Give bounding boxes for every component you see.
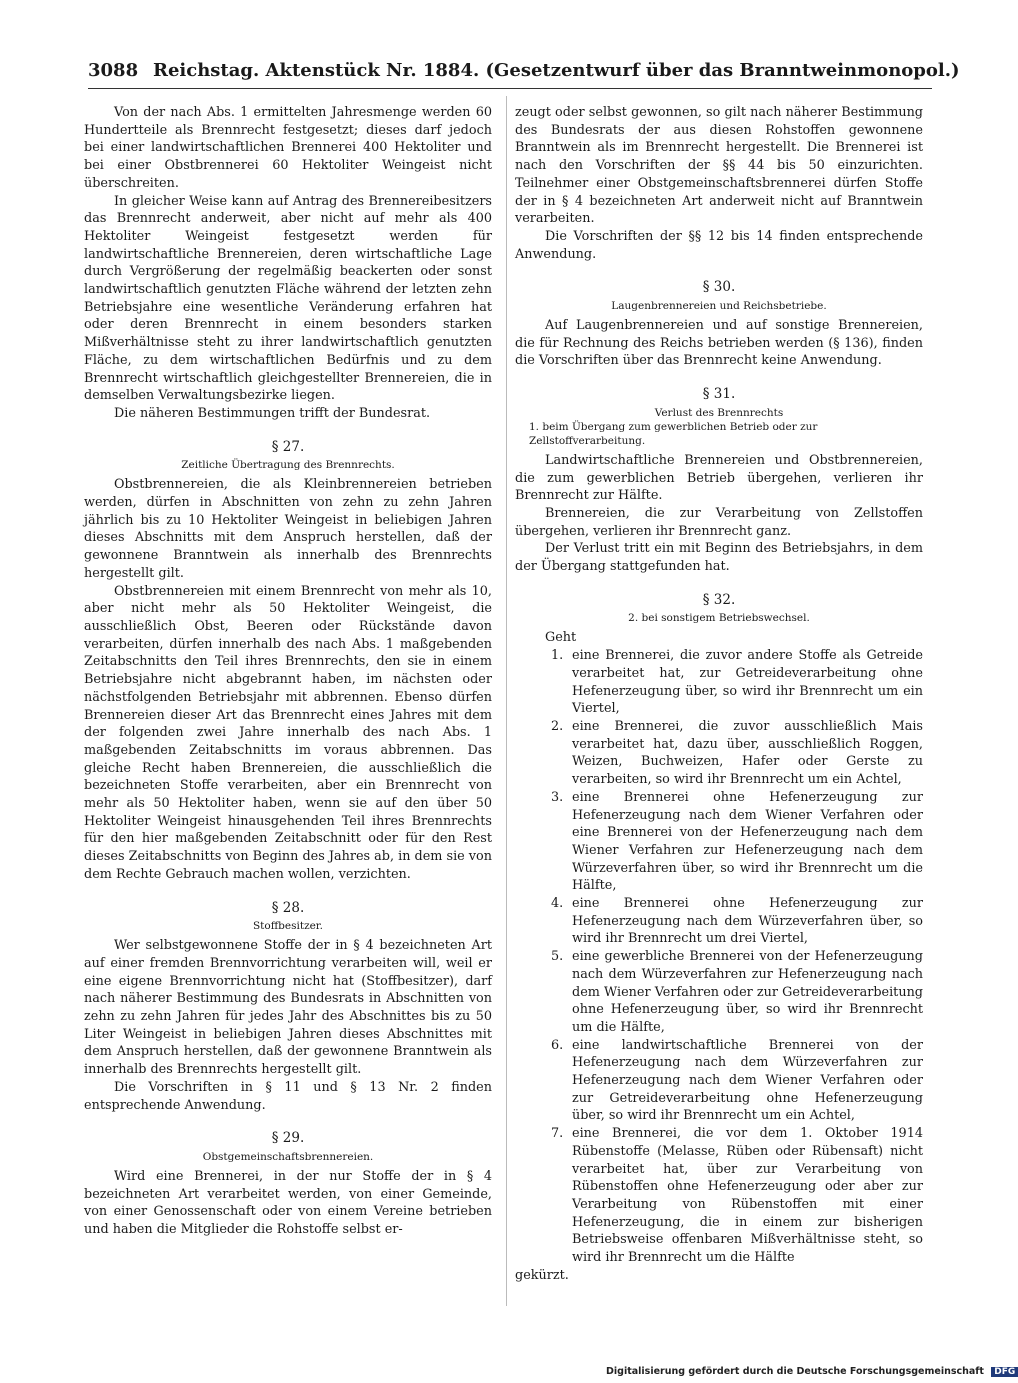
paragraph: Die Vorschriften der §§ 12 bis 14 finden entsprechende Anwendung. bbox=[515, 228, 923, 262]
footer-text: Digitalisierung gefördert durch die Deutsche Forschungsgemeinschaft bbox=[606, 1366, 984, 1377]
paragraph: zeugt oder selbst gewonnen, so gilt nach näherer Bestimmung des Bundesrats der aus diesen Rohstoffen gewonnene Branntwein als im Brennrecht hergestellt. Die Brennerei ist nach den Vorschriften der §§ 44 bis 50 einzurichten. Teilnehmer einer Obstgemeinschaftsbrennerei dürfen Stoffe der in § 4 bezeichneten Art anderweit nicht auf Branntwein verarbeiten. bbox=[515, 105, 923, 227]
list-item: 7. eine Brennerei, die vor dem 1. Oktober 1914 Rübenstoffe (Melasse, Rüben oder Rübensaft) nicht verarbeitet hat, über zur Verarbeitung von Rübenstoffen ohne Hefenerzeugung oder aber zur Verarbeitung von Rübenstoffen mit einer Hefenerzeugung, die in einem zur bisherigen Betriebsweise offenbaren Mißverhältnisse steht, so wird ihr Brennrecht um die Hälfte bbox=[551, 1126, 923, 1266]
section-heading-30: § 30. bbox=[702, 279, 736, 296]
numbered-list bbox=[515, 647, 923, 1267]
paragraph: gekürzt. bbox=[515, 1267, 569, 1283]
paragraph: Obstbrennereien mit einem Brennrecht von mehr als 10, aber nicht mehr als 50 Hektoliter Weingeist, die ausschließlich Obst, Beeren oder Rückstände davon verarbeiten, dürfen innerhalb des nach Abs. 1 maßgebenden Zeitabschnitts den Teil ihres Brennrechts, den sie in einem Betriebsjahre nicht abgebrannt haben, im nächsten oder nächstfolgenden Betriebsjahr mit abbrennen. Ebenso dürfen Brennereien dieser Art das Brennrecht eines Jahres mit dem der folgenden zwei Jahre innerhalb des nach Abs. 1 maßgebenden Zeitabschnitts im voraus abbrennen. Das gleiche Recht haben Brennereien, die ausschließlich die bezeichneten Stoffe verarbeiten, aber ein Brennrecht von mehr als 50 Hektoliter haben, wenn sie auf den über 50 Hektoliter Weingeist hinausgehenden Teil ihres Brennrechts für den hier maßgebenden Zeitabschnitt oder für den Rest dieses Zeitabschnitts von Beginn des Jahres ab, in dem sie von dem Rechte Gebrauch machen wollen, verzichten. bbox=[84, 583, 492, 882]
left-column bbox=[84, 104, 492, 1239]
column-divider bbox=[506, 96, 507, 1306]
list-item: 5. eine gewerbliche Brennerei von der Hefenerzeugung nach dem Würzeverfahren zur Hefenerzeugung nach dem Wiener Verfahren oder zur Getreideverarbeitung ohne Hefenerzeugung über, so wird ihr Brennrecht um die Hälfte, bbox=[551, 949, 923, 1035]
list-item: 4. eine Brennerei ohne Hefenerzeugung zur Hefenerzeugung nach dem Würzeverfahren über, so wird ihr Brennrecht um drei Viertel, bbox=[551, 896, 923, 947]
paragraph: Obstbrennereien, die als Kleinbrennereien betrieben werden, dürfen in Abschnitten von zehn zu zehn Jahren jährlich bis zu 10 Hektoliter Weingeist in beliebigen Jahren dieses Abschnitts mit dem Anspruch herstellen, daß der gewonnene Branntwein als innerhalb des Brennrechts hergestellt gilt. bbox=[84, 477, 492, 581]
section-subtitle-2: 1. beim Übergang zum gewerblichen Betrieb oder zur Zellstoffverarbeitung. bbox=[529, 420, 818, 447]
section-subtitle: Zeitliche Übertragung des Brennrechts. bbox=[181, 459, 395, 472]
paragraph: Auf Laugenbrennereien und auf sonstige Brennereien, die für Rechnung des Reichs betrieben werden (§ 136), finden die Vorschriften über das Brennrecht keine Anwendung. bbox=[515, 318, 923, 369]
list-item: 6. eine landwirtschaftliche Brennerei von der Hefenerzeugung nach dem Würzeverfahren zur Hefenerzeugung nach dem Wiener Verfahren oder zur Getreideverarbeitung ohne Hefenerzeugung über, so wird ihr Brennrecht um ein Achtel, bbox=[551, 1037, 923, 1124]
paragraph: Von der nach Abs. 1 ermittelten Jahresmenge werden 60 Hundertteile als Brennrecht festgesetzt; dieses darf jedoch bei einer landwirtschaftlichen Brennerei 400 Hektoliter und bei einer Obstbrennerei 60 Hektoliter Weingeist nicht überschreiten. bbox=[84, 105, 492, 191]
footer-credit bbox=[606, 1366, 1018, 1377]
paragraph: In gleicher Weise kann auf Antrag des Brennereibesitzers das Brennrecht anderweit, aber nicht auf mehr als 400 Hektoliter Weingeist festgesetzt werden für landwirtschaftliche Brennereien, deren wirtschaftliche Lage durch Vergrößerung der regelmäßig beackerten oder sonst landwirtschaftlich genutzten Fläche während der letzten zehn Betriebsjahre eine wesentliche Veränderung erfahren hat oder deren Brennrecht in einem besonders starken Mißverhältnisse steht zu ihrer landwirtschaftlich genutzten Fläche, zu dem wirtschaftlichen Bedürfnis und zu dem Brennrecht wirtschaftlich gleichgestellter Brennereien, die in demselben Verwaltungsbezirke liegen. bbox=[84, 193, 492, 404]
section-heading-29: § 29. bbox=[271, 1130, 305, 1147]
paragraph: Landwirtschaftliche Brennereien und Obstbrennereien, die zum gewerblichen Betrieb übergehen, verlieren ihr Brennrecht zur Hälfte. bbox=[515, 452, 923, 504]
section-subtitle: 2. bei sonstigem Betriebswechsel. bbox=[628, 612, 810, 625]
paragraph: Brennereien, die zur Verarbeitung von Zellstoffen übergehen, verlieren ihr Brennrecht ganz. bbox=[515, 505, 923, 539]
paragraph: Die näheren Bestimmungen trifft der Bundesrat. bbox=[114, 405, 431, 421]
list-item: 2. eine Brennerei, die zuvor ausschließlich Mais verarbeitet hat, dazu über, ausschließlich Roggen, Weizen, Buchweizen, Hafer oder Gerste zu verarbeiten, so wird ihr Brennrecht um ein Achtel, bbox=[551, 718, 923, 788]
list-item: 3. eine Brennerei ohne Hefenerzeugung zur Hefenerzeugung nach dem Wiener Verfahren oder eine Brennerei von der Hefenerzeugung nach dem Wiener Verfahren zur Hefenerzeugung nach dem Würzeverfahren über, so wird ihr Brennrecht um die Hälfte, bbox=[551, 789, 923, 894]
list-item: 1. eine Brennerei, die zuvor andere Stoffe als Getreide verarbeitet hat, zur Getreideverarbeitung ohne Hefenerzeugung über, so wird ihr Brennrecht um ein Viertel, bbox=[551, 648, 923, 717]
header-rule bbox=[88, 88, 932, 89]
section-heading-27: § 27. bbox=[271, 438, 305, 455]
section-heading-28: § 28. bbox=[271, 899, 305, 916]
section-heading-32: § 32. bbox=[702, 591, 736, 608]
paragraph: Wer selbstgewonnene Stoffe der in § 4 bezeichneten Art auf einer fremden Brennvorrichtung verarbeiten will, weil er eine eigene Brennvorrichtung nicht hat (Stoffbesitzer), darf nach näherer Bestimmung des Bundesrats in Abschnitten von zehn zu zehn Jahren für jedes Jahr des Abschnittes bis zu 50 Liter Weingeist in beliebigen Jahren dieses Abschnittes mit dem Anspruch herstellen, daß der gewonnene Branntwein als innerhalb des Brennrechts hergestellt gilt. bbox=[84, 938, 492, 1078]
section-subtitle: Obstgemeinschaftsbrennereien. bbox=[202, 1150, 374, 1163]
section-subtitle: Laugenbrennereien und Reichsbetriebe. bbox=[611, 300, 827, 313]
section-heading-31: § 31. bbox=[702, 386, 736, 403]
page-title: Reichstag. Aktenstück Nr. 1884. (Gesetzentwurf über das Branntweinmonopol.) bbox=[153, 60, 960, 81]
paragraph: Die Vorschriften in § 11 und § 13 Nr. 2 finden entsprechende Anwendung. bbox=[84, 1079, 492, 1113]
paragraph: Der Verlust tritt ein mit Beginn des Betriebsjahrs, in dem der Übergang stattgefunden hat. bbox=[515, 541, 923, 575]
paragraph: Geht bbox=[545, 630, 577, 646]
right-column bbox=[515, 104, 923, 1284]
dfg-logo: DFG bbox=[991, 1367, 1018, 1377]
page-header bbox=[88, 60, 960, 86]
section-subtitle: Verlust des Brennrechts bbox=[654, 406, 784, 419]
page-number: 3088 bbox=[88, 60, 139, 81]
section-subtitle: Stoffbesitzer. bbox=[252, 920, 324, 933]
paragraph: Wird eine Brennerei, in der nur Stoffe der in § 4 bezeichneten Art verarbeitet werden, von einer Gemeinde, von einer Genossenschaft oder von einem Vereine betrieben und haben die Mitglieder die Rohstoffe selbst er- bbox=[84, 1168, 492, 1238]
